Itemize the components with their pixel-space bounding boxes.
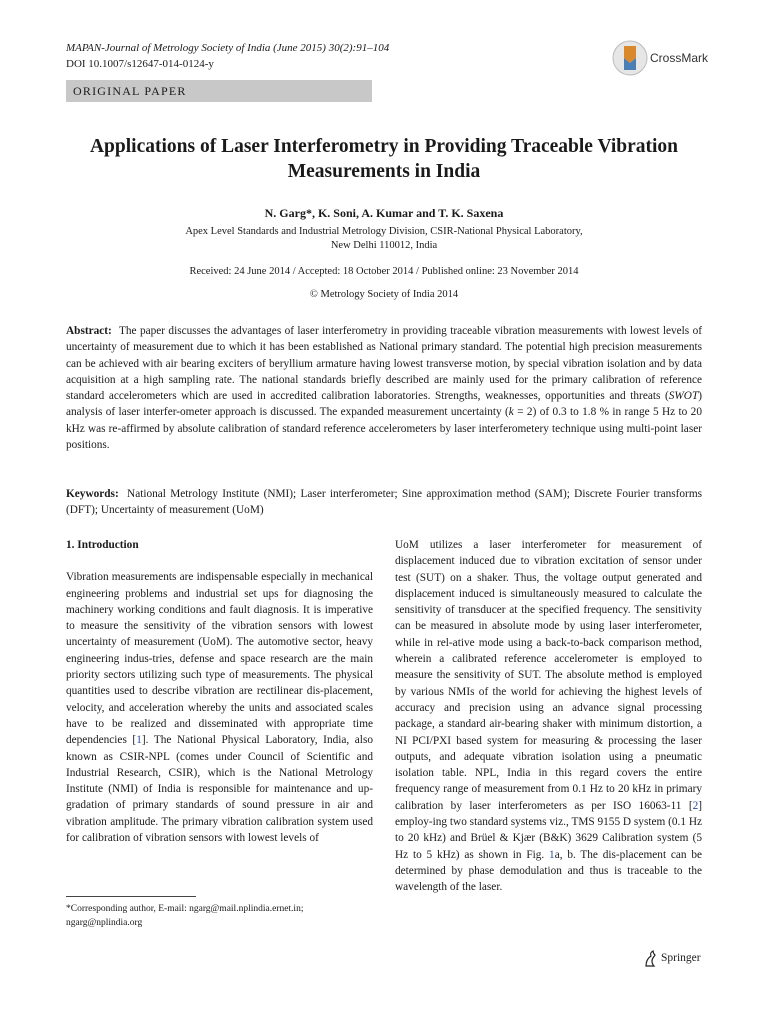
keywords-text: National Metrology Institute (NMI); Laser interferometer; Sine approximation method (SAM); Discrete Fourier transforms (DFT); Uncertainty of measurement (UoM) — [66, 488, 703, 517]
abstract — [66, 323, 702, 453]
abstract-label: Abstract: — [66, 325, 112, 337]
copyright: © Metrology Society of India 2014 — [309, 289, 459, 300]
intro-right-text-c: a, b. The dis-placement can be determined by phase demodulation and thus is traceable to the wavelength of the laser. — [395, 848, 702, 894]
paper-type-band: ORIGINAL PAPER — [66, 80, 372, 102]
springer-logo — [642, 950, 722, 968]
section-heading-introduction: 1. Introduction — [66, 539, 139, 551]
affiliation — [0, 225, 768, 253]
column-right — [395, 537, 702, 896]
footnote-divider — [66, 896, 196, 897]
paper-title: Applications of Laser Interferometry in Providing Traceable Vibration Measurements in India — [89, 136, 679, 182]
abstract-text-2: ) analysis of laser interfer-ometer approach is discussed. The expanded measurement uncertainty ( — [66, 390, 702, 419]
abstract-text-3: = 2) of 0.3 to 1.8 % in range 5 Hz to 20 kHz was re-affirmed by absolute calibration of standard reference accelerometers by laser interferometery technique using multi-point laser positions. — [66, 406, 702, 452]
abstract-swot: SWOT — [668, 390, 699, 403]
crossmark-badge[interactable] — [612, 40, 709, 76]
authors: N. Garg*, K. Soni, A. Kumar and T. K. Saxena — [264, 206, 504, 220]
citation-link-2[interactable]: 2 — [692, 799, 699, 812]
intro-paragraph-right — [395, 537, 702, 896]
footnote-corresponding-author: *Corresponding author, E-mail: ngarg@mail.nplindia.ernet.in; ngarg@nplindia.org — [66, 904, 304, 928]
publication-dates: Received: 24 June 2014 / Accepted: 18 October 2014 / Published online: 23 November 2014 — [189, 266, 579, 277]
affiliation-line-2: New Delhi 110012, India — [330, 240, 438, 251]
springer-label: Springer — [661, 952, 701, 964]
figure-link-1[interactable]: 1 — [549, 848, 555, 861]
intro-right-text-a: UoM utilizes a laser interferometer for measurement of displacement induced due to vibration excitation of sensor under test (SUT) on a shaker. Thus, the voltage output generated and displacement induced is simultaneously measured to calculate the sensitivity of transducer at the specified frequency. The sensitivity can be measured in absolute mode by using laser interferometer, while in rel-ative mode using a back-to-back comparison method, wherein a calibrated reference accelerometer is employed to measure the sensitivity of SUT. The absolute method is employed by various NMIs of the world for achieving the highest levels of accuracy and precision using an advance signal processing package, a standard air-bearing shaker with minimum distortion, a NI PCI/PXI based system for measuring & processing the laser outputs, and adequate vibration isolation using a pneumatic isolation table. NPL, India in this regard covers the entire frequency range of measurement from 0.1 Hz to 20 kHz in primary calibration by laser interferometers as per ISO 16063-11 [ — [395, 539, 702, 812]
intro-paragraph-left — [66, 569, 373, 846]
doi: DOI 10.1007/s12647-014-0124-y — [66, 58, 214, 70]
keywords-label: Keywords: — [66, 488, 119, 500]
crossmark-icon — [612, 40, 648, 76]
affiliation-line-1: Apex Level Standards and Industrial Metrology Division, CSIR-National Physical Laboratory, — [185, 226, 583, 237]
column-left — [66, 537, 373, 846]
abstract-k: k — [508, 406, 514, 419]
journal-citation: MAPAN-Journal of Metrology Society of India (June 2015) 30(2):91–104 — [66, 42, 390, 54]
abstract-text-1: The paper discusses the advantages of laser interferometry in providing traceable vibration measurements with lowest levels of uncertainty of measurement due to which it has been established as National primary standard. The potential high precision measurements can be achieved with air bearing exciters of beryllium armature having lowest transverse motion, by special vibration isolation and by data acquisition at a high sampling rate. The national standards briefly described are mainly used for the primary calibration of reference standard accelerometers which are used in accredited calibration laboratories. Strengths, weaknesses, opportunities and threats ( — [66, 325, 702, 403]
intro-right-text-b: ] employ-ing two standard systems viz., TMS 9155 D system (0.1 Hz to 20 kHz) and Brüel & Kjær (B&K) 3629 Calibration system (5 Hz to 5 kHz) as shown in Fig. — [395, 799, 702, 861]
keywords — [66, 486, 702, 519]
intro-left-text-b: ]. The National Physical Laboratory, India, also known as CSIR-NPL (comes under Council of Scientific and Industrial Research, CSIR), which is the National Metrology Institute (NMI) of India is responsible for maintenance and up-gradation of primary standards of sound pressure in air and vibration amplitude. The primary vibration calibration system used for calibration of vibration sensors with lowest levels of — [66, 734, 373, 845]
intro-left-text-a: Vibration measurements are indispensable especially in mechanical engineering problems and industrial set ups for diagnosing the machinery working conditions and fault diagnosis. It is imperative to measure the sensitivity of the vibration sensors with lowest uncertainty of measurement (UoM). The automotive sector, heavy engineering indus-tries, defense and space research are the main priority sectors utilizing such type of measurements. The physical quantities used to describe vibration are rectilinear dis-placement, velocity, and acceleration whereby the units and associated scales have to be realized and disseminated with appropriate time dependencies [ — [66, 571, 373, 747]
springer-horse-icon — [642, 950, 658, 968]
crossmark-label: CrossMark — [650, 51, 709, 65]
citation-link-1[interactable]: 1 — [136, 734, 142, 747]
